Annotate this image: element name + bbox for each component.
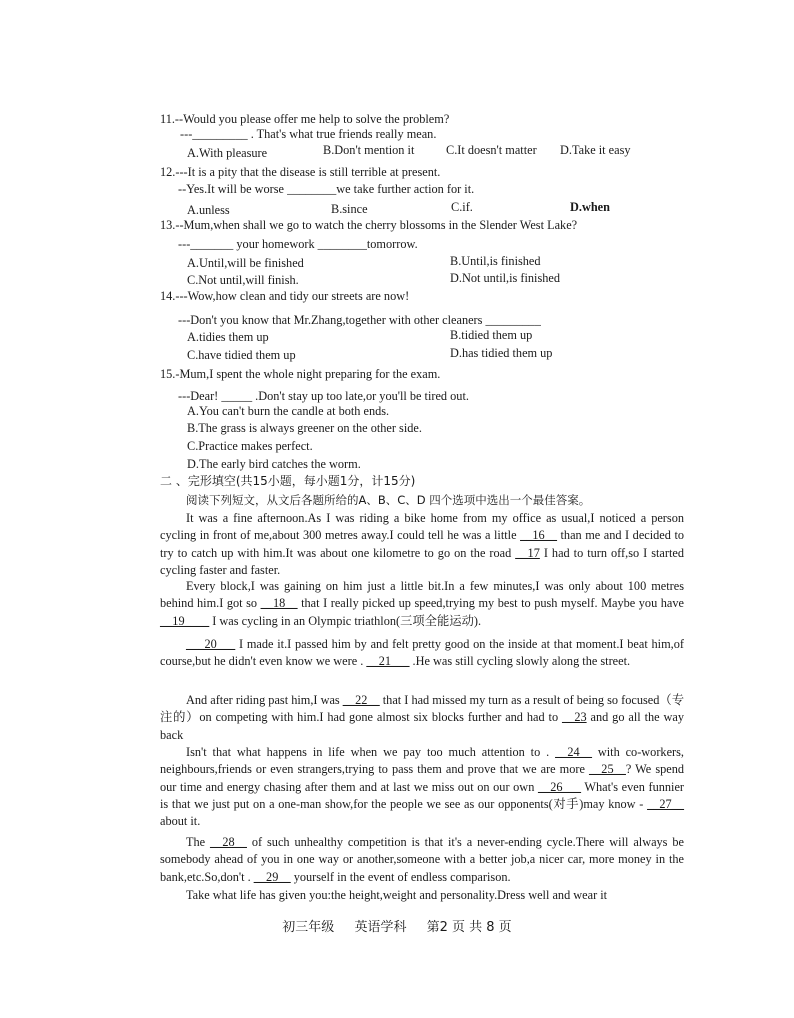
q15-line2: ---Dear! _____ .Don't stay up too late,or you'll be tired out. xyxy=(178,389,469,403)
q11-stem: 11.--Would you please offer me help to solve the problem? xyxy=(160,112,450,126)
q12-line2: --Yes.It will be worse ________we take further action for it. xyxy=(178,182,475,196)
q12-option-d: D.when xyxy=(570,200,610,214)
q13-option-a: A.Until,will be finished xyxy=(187,256,304,270)
q12-stem: 12.---It is a pity that the disease is still terrible at present. xyxy=(160,165,441,179)
passage-paragraph-4 xyxy=(160,692,684,744)
q12-option-b: B.since xyxy=(331,202,368,216)
passage-paragraph-3 xyxy=(160,636,684,671)
blank-23[interactable]: __23 xyxy=(562,710,587,725)
q14-stem: 14.---Wow,how clean and tidy our streets are now! xyxy=(160,289,410,303)
blank-26[interactable]: __26___ xyxy=(537,779,582,794)
passage-paragraph-7 xyxy=(160,887,684,904)
passage-text: ? We spend our time and energy chasing after them and at last we miss out on our own xyxy=(160,762,685,794)
q14-line2: ---Don't you know that Mr.Zhang,together with other cleaners _________ xyxy=(178,313,541,327)
passage-text: and go all the way back xyxy=(160,710,685,742)
passage-text: And after riding past him,I was xyxy=(186,693,343,707)
q11-option-b: B.Don't mention it xyxy=(323,143,415,157)
passage-text: The xyxy=(186,835,211,849)
passage-text: Isn't that what happens in life when we pay too much attention to . xyxy=(186,745,556,759)
page-footer xyxy=(0,916,794,935)
q11-option-c: C.It doesn't matter xyxy=(446,143,537,157)
passage-paragraph-6 xyxy=(160,834,684,886)
blank-19[interactable]: __19____ xyxy=(160,613,210,628)
q15-stem: 15.-Mum,I spent the whole night preparing for the exam. xyxy=(160,367,441,381)
q15-option-b: B.The grass is always greener on the other side. xyxy=(187,421,422,435)
q14-option-a: A.tidies them up xyxy=(187,330,269,344)
q12-option-a: A.unless xyxy=(187,203,230,217)
blank-22[interactable]: __22__ xyxy=(342,693,380,707)
q12-option-c: C.if. xyxy=(451,200,473,214)
passage-text: Take what life has given you:the height,weight and personality.Dress well and wear it xyxy=(186,888,608,902)
passage-text: .He was still cycling slowly along the street. xyxy=(409,654,631,669)
q13-line2: ---_______ your homework ________tomorrow. xyxy=(178,237,418,251)
passage-text: I was cycling in an Olympic triathlon(三项全能运动). xyxy=(209,613,482,628)
passage-text: that I had missed my turn as a result of being so focused（专注的）on competing with him.I had gone almost six blocks further and had to xyxy=(160,693,685,725)
q11-option-a: A.With pleasure xyxy=(187,146,268,160)
passage-text: It was a fine afternoon.As I was riding a bike home from my office as usual,I noticed a person cycling in front of me,about 300 metres away.I could tell he was a little xyxy=(160,511,684,543)
passage-text: What's even funnier is that we just put on a one-man show,for the people we see as our opponents(对手)may know - xyxy=(160,779,684,811)
blank-25[interactable]: __25__ xyxy=(589,762,626,777)
passage-text: Every block,I was gaining on him just a little bit.In a few minutes,I was only about 100 metres behind him.I got so xyxy=(160,579,684,611)
q11-line2: ---_________ . That's what true friends really mean. xyxy=(180,127,437,141)
blank-28[interactable]: __28__ xyxy=(210,835,247,849)
footer-grade: 初三年级 xyxy=(282,920,335,935)
q14-option-d: D.has tidied them up xyxy=(450,346,553,360)
footer-subject: 英语学科 xyxy=(354,920,407,935)
q15-option-a: A.You can't burn the candle at both ends. xyxy=(187,404,390,418)
section-heading: 二 、完形填空(共15小题，每小题1分，计15分) xyxy=(160,474,416,488)
footer-page-number: 第2 页 共 8 页 xyxy=(426,920,512,935)
blank-20[interactable]: ___20___ xyxy=(186,637,236,651)
q11-option-d: D.Take it easy xyxy=(560,143,631,157)
q13-option-b: B.Until,is finished xyxy=(450,254,541,268)
blank-17[interactable]: __17 xyxy=(515,545,540,560)
q13-stem: 13.--Mum,when shall we go to watch the cherry blossoms in the Slender West Lake? xyxy=(160,218,578,232)
passage-text: than me and I decided to try to catch up with him.It was about one kilometre to go on the road xyxy=(160,528,685,560)
passage-text: with co-workers, neighbours,friends or even strangers,trying to pass them and prove that we are more xyxy=(160,745,684,777)
q13-option-c: C.Not until,will finish. xyxy=(187,273,299,287)
blank-16[interactable]: __16__ xyxy=(520,528,557,543)
q13-option-d: D.Not until,is finished xyxy=(450,271,560,285)
blank-29[interactable]: __29__ xyxy=(253,869,291,884)
passage-text: I had to turn off,so I started cycling faster and faster. xyxy=(160,545,684,577)
passage-text: of such unhealthy competition is that it's a never-ending cycle.There will always be somebody ahead of you in one way or another,someone with a better job,a nicer car, more money in the bank,etc.So,don't . xyxy=(160,835,684,884)
blank-24[interactable]: __24__ xyxy=(555,745,592,759)
passage-paragraph-5 xyxy=(160,744,684,830)
passage-text: about it. xyxy=(160,814,201,829)
blank-21[interactable]: __21___ xyxy=(366,654,410,669)
q14-option-c: C.have tidied them up xyxy=(187,348,296,362)
blank-27[interactable]: __27__ xyxy=(647,796,684,811)
passage-text: I made it.I passed him by and felt pretty good on the inside at that moment.I beat him,of course,but he didn't even know we were . xyxy=(160,637,684,669)
q15-option-d: D.The early bird catches the worm. xyxy=(187,457,361,471)
passage-text: that I really picked up speed,trying my best to push myself. Maybe you have xyxy=(297,596,684,611)
passage-paragraph-2 xyxy=(160,578,684,630)
passage-text: yourself in the event of endless comparison. xyxy=(290,869,511,884)
q15-option-c: C.Practice makes perfect. xyxy=(187,439,313,453)
blank-18[interactable]: __18__ xyxy=(260,596,298,611)
q14-option-b: B.tidied them up xyxy=(450,328,533,342)
passage-paragraph-1 xyxy=(160,510,684,579)
section-instruction: 阅读下列短文，从文后各题所给的A、B、C、D 四个选项中选出一个最佳答案。 xyxy=(186,493,591,507)
